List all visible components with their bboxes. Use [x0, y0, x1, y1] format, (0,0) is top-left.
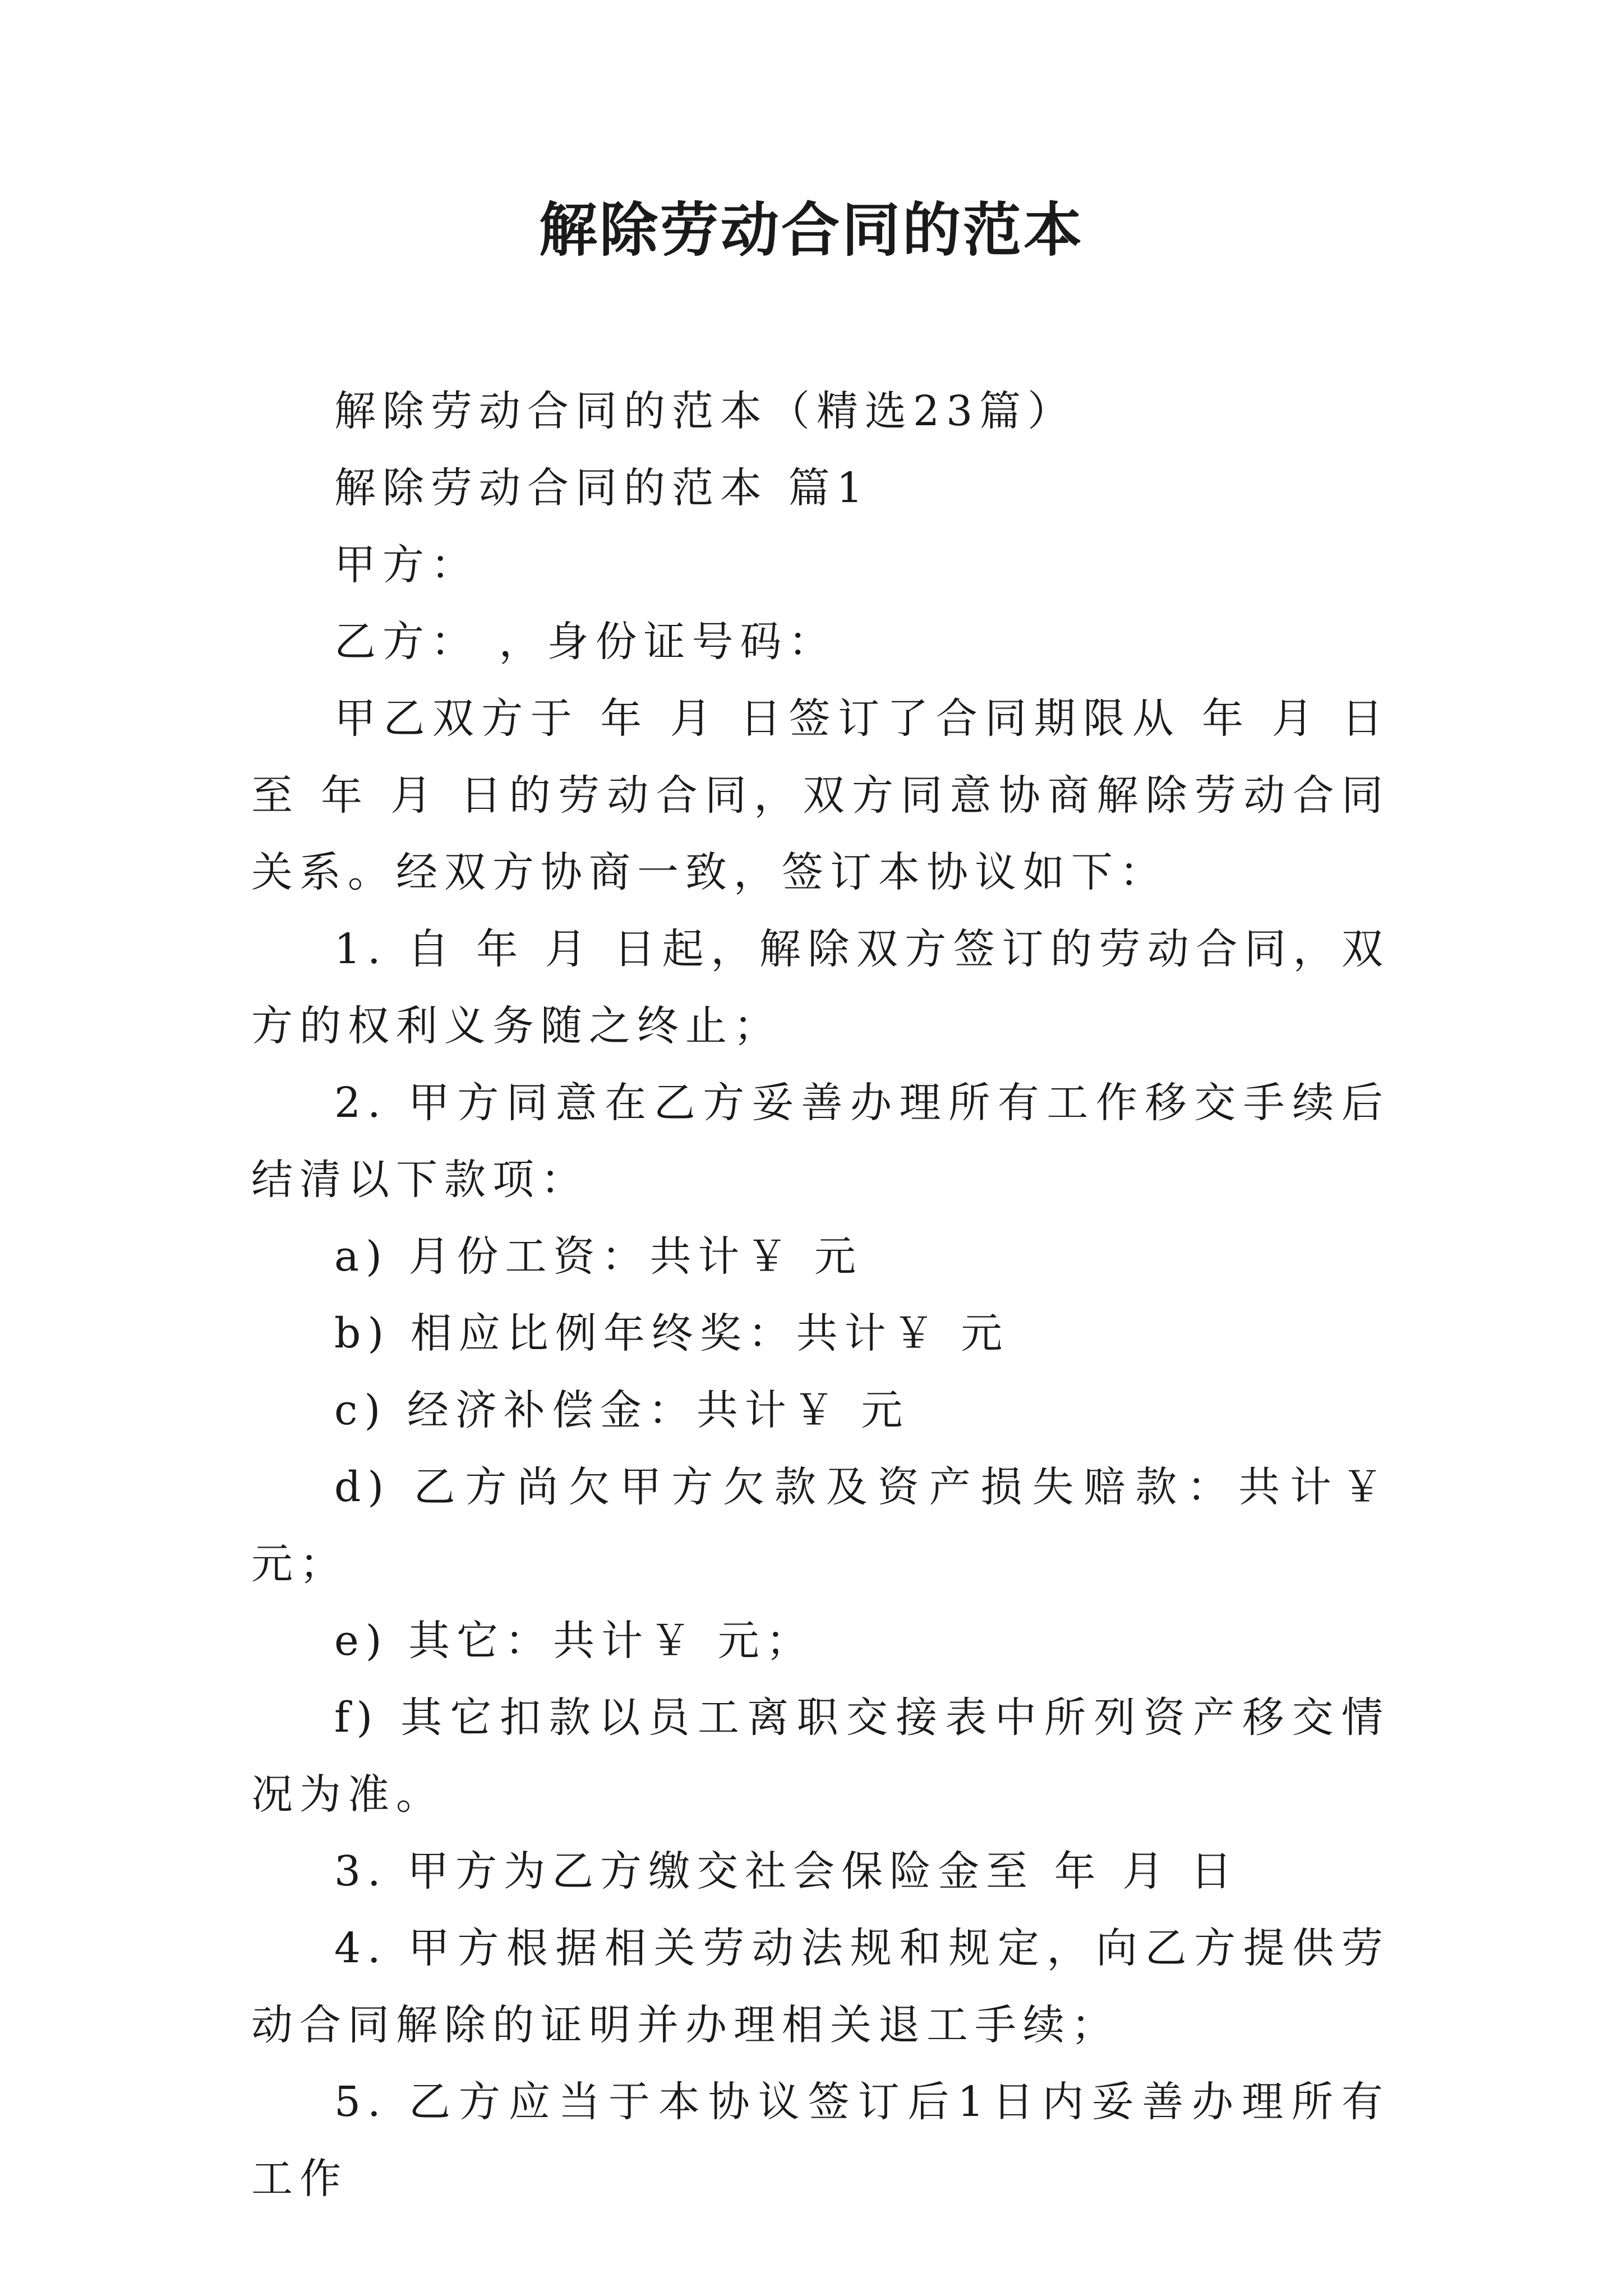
clause-4: 4. 甲方根据相关劳动法规和规定，向乙方提供劳动合同解除的证明并办理相关退工手续； — [251, 1924, 1390, 2049]
clause-2-item-b: b) 相应比例年终奖：共计￥ 元 — [334, 1309, 1009, 1358]
intro-paragraph: 甲乙双方于 年 月 日签订了合同期限从 年 月 日至 年 月 日的劳动合同，双方同意协商解除劳动合同关系。经双方协商一致，签订本协议如下： — [251, 694, 1390, 896]
clause-2-item-e: e) 其它：共计￥ 元； — [334, 1617, 814, 1665]
party-b-line: 乙方： ，身份证号码： — [334, 618, 837, 666]
clause-2-item-a: a) 月份工资：共计￥ 元 — [334, 1232, 863, 1281]
clause-2-item-c: c) 经济补偿金：共计￥ 元 — [334, 1386, 910, 1434]
document-title: 解除劳动合同的范本 — [538, 195, 1084, 264]
document-body — [251, 373, 1410, 2217]
clause-5: 5. 乙方应当于本协议签订后1日内妥善办理所有工作 — [251, 2078, 1390, 2203]
party-a-line: 甲方： — [334, 541, 479, 589]
clause-2-item-d: d) 乙方尚欠甲方欠款及资产损失赔款：共计￥ 元； — [251, 1463, 1410, 1588]
clause-2-item-f: f) 其它扣款以员工离职交接表中所列资产移交情况为准。 — [251, 1694, 1390, 1819]
section-heading: 解除劳动合同的范本 篇1 — [334, 464, 870, 512]
subtitle-paragraph: 解除劳动合同的范本（精选23篇） — [334, 387, 1076, 435]
clause-2: 2. 甲方同意在乙方妥善办理所有工作移交手续后结清以下款项： — [251, 1079, 1390, 1204]
clause-1: 1. 自 年 月 日起，解除双方签订的劳动合同，双方的权利义务随之终止； — [251, 925, 1390, 1050]
clause-3: 3. 甲方为乙方缴交社会保险金至 年 月 日 — [334, 1847, 1239, 1895]
